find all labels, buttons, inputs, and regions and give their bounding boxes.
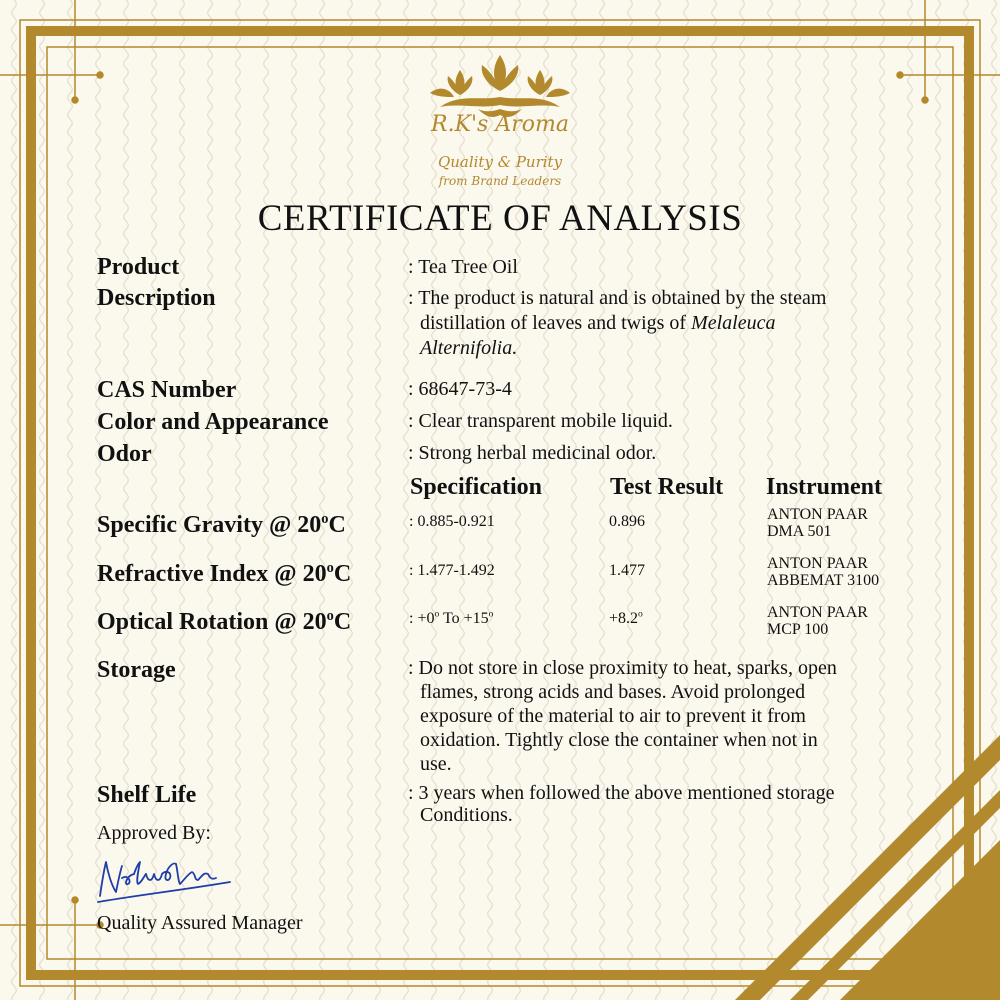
description-value [408, 286, 928, 361]
color-label: Color and Appearance [97, 409, 329, 435]
storage-value [408, 656, 918, 776]
brand-tagline: Quality & Purity [437, 153, 563, 171]
cas-value: : 68647-73-4 [408, 378, 512, 400]
description-label: Description [97, 285, 216, 311]
storage-label: Storage [97, 657, 176, 683]
storage-line: oxidation. Tightly close the container when not in [420, 729, 818, 751]
cas-label: CAS Number [97, 377, 237, 403]
odor-label: Odor [97, 441, 152, 467]
table-row-instrument: ANTON PAAR ABBEMAT 3100 [767, 555, 880, 589]
instrument-header: Instrument [766, 474, 883, 500]
color-value: : Clear transparent mobile liquid. [408, 410, 673, 432]
signatory-title: Quality Assured Manager [97, 912, 303, 934]
odor-value: : Strong herbal medicinal odor. [408, 442, 657, 464]
description-line-3: Alternifolia. [420, 337, 518, 359]
table-row-result: $+8.2^o$ [609, 608, 643, 627]
shelf-life-line: Conditions. [420, 804, 513, 826]
table-row-specification: : $+0^o$ $To +15^o$ [409, 608, 494, 627]
brand-subtagline: from Brand Leaders [438, 174, 562, 188]
table-row-result: 1.477 [609, 562, 645, 579]
page-title: CERTIFICATE OF ANALYSIS [257, 198, 743, 239]
table-row-label: Specific Gravity @ 20$^o$C [97, 511, 346, 538]
table-row-instrument: ANTON PAAR DMA 501 [767, 506, 868, 540]
table-row-label: Refractive Index @ 20$^o$C [97, 560, 352, 587]
product-label: Product [97, 254, 180, 280]
description-line-2: distillation of leaves and twigs of Melaleuca [420, 312, 776, 334]
storage-line: exposure of the material to air to prevent it from [420, 705, 806, 727]
table-row-label: Optical Rotation @ 20$^o$C [97, 608, 352, 635]
table-row-specification: : 0.885-0.921 [409, 513, 495, 530]
description-line-1: : The product is natural and is obtained by the steam [408, 287, 827, 309]
table-row-instrument: ANTON PAAR MCP 100 [767, 604, 868, 638]
storage-line: flames, strong acids and bases. Avoid prolonged [420, 681, 806, 703]
shelf-life-line: : 3 years when followed the above mentioned storage [408, 782, 835, 804]
table-row-specification: : 1.477-1.492 [409, 562, 495, 579]
approved-by-label: Approved By: [97, 822, 211, 844]
brand-name: R.K's Aroma [431, 112, 569, 137]
storage-line: use. [420, 753, 452, 775]
product-value: : Tea Tree Oil [408, 256, 518, 278]
test-result-header: Test Result [610, 474, 724, 500]
shelf-life-value [408, 782, 918, 826]
storage-line: : Do not store in close proximity to heat, sparks, open [408, 657, 837, 679]
table-row-result: 0.896 [609, 513, 645, 530]
shelf-life-label: Shelf Life [97, 782, 197, 808]
specification-header: Specification [410, 474, 542, 500]
signature-icon [92, 852, 252, 907]
